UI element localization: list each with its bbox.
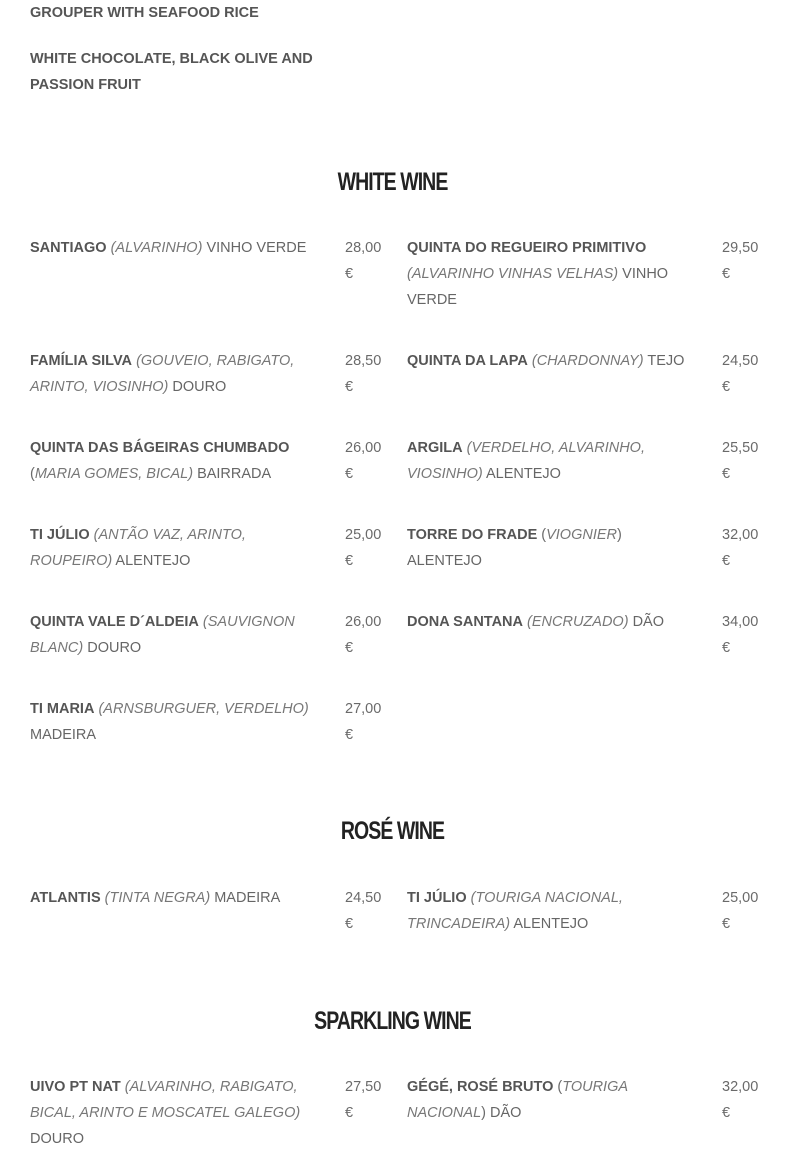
wine-name: TORRE DO FRADE [407,527,538,543]
price-value: 24,50 [722,353,759,369]
wine-grapes: (ANTÃO VAZ, ARINTO, ROUPEIRO) [30,527,246,569]
wine-region: VINHO VERDE [206,240,307,256]
wine-price [722,1074,770,1126]
wine-name: DONA SANTANA [407,614,523,630]
price-currency: € [345,379,354,395]
wine-price [722,235,770,287]
wine-price [722,885,770,937]
wine-item [30,522,320,574]
wine-grapes: (TINTA NEGRA) [104,890,211,906]
wine-item [407,348,697,374]
wine-name: UIVO PT NAT [30,1079,121,1095]
wine-price [345,609,393,661]
wine-item [407,609,697,635]
wine-grapes: (VERDELHO, ALVARINHO, VIOSINHO) [407,440,645,482]
price-value: 28,50 [345,353,382,369]
wine-price [722,609,770,661]
price-value: 26,00 [345,614,382,630]
wine-item [30,235,320,261]
price-currency: € [722,1105,731,1121]
wine-grapes: (ALVARINHO VINHAS VELHAS) [407,266,619,282]
section-title-sparkling-wine: SPARKLING WINE [314,1007,471,1035]
section-title-white-wine: WHITE WINE [337,168,448,196]
wine-name: SANTIAGO [30,240,107,256]
wine-grapes: (SAUVIGNON BLANC) [30,614,295,656]
wine-item [407,235,697,313]
wine-region: DOURO [87,640,142,656]
wine-name: QUINTA DA LAPA [407,353,528,369]
wine-region: DOURO [30,1131,84,1147]
price-currency: € [345,1105,354,1121]
price-value: 25,00 [722,890,759,906]
wine-price [722,522,770,574]
wine-region: DOURO [172,379,227,395]
wine-price [345,696,393,748]
wine-price [345,348,393,400]
wine-price [345,885,393,937]
wine-name: TI JÚLIO [407,890,467,906]
wine-price [345,435,393,487]
price-value: 24,50 [345,890,382,906]
wine-sep: ( [553,1079,563,1095]
price-value: 25,00 [345,527,382,543]
wine-grapes: (TOURIGA NACIONAL, TRINCADEIRA) [407,890,623,932]
price-currency: € [345,916,354,932]
wine-name: TI JÚLIO [30,527,90,543]
wine-grapes: MARIA GOMES, BICAL) [34,466,194,482]
wine-item [30,696,320,748]
price-currency: € [345,466,354,482]
wine-name: QUINTA DAS BÁGEIRAS CHUMBADO [30,440,290,456]
wine-region: DÃO [490,1105,522,1121]
wine-price [345,1074,393,1126]
wine-grapes: (GOUVEIO, RABIGATO, ARINTO, VIOSINHO) [30,353,295,395]
wine-grapes: (ARNSBURGUER, VERDELHO) [98,701,309,717]
wine-region: ALENTEJO [115,553,191,569]
section-title-rose-wine: ROSÉ WINE [340,817,445,845]
price-value: 27,50 [345,1079,382,1095]
wine-price [722,435,770,487]
wine-region: MADEIRA [214,890,281,906]
wine-name: QUINTA DO REGUEIRO PRIMITIVO [407,240,647,256]
price-currency: € [722,916,731,932]
dish-white-chocolate: WHITE CHOCOLATE, BLACK OLIVE AND PASSION FRUIT [30,51,313,93]
wine-region: MADEIRA [30,727,97,743]
price-value: 29,50 [722,240,759,256]
price-currency: € [345,266,354,282]
wine-price [722,348,770,400]
wine-sep: ) [481,1105,490,1121]
price-currency: € [722,640,731,656]
price-currency: € [345,640,354,656]
price-currency: € [345,553,354,569]
wine-region: TEJO [647,353,685,369]
wine-grapes: (ENCRUZADO) [527,614,629,630]
wine-region: DÃO [632,614,664,630]
wine-region: ALENTEJO [513,916,589,932]
wine-item [407,885,697,937]
price-currency: € [722,379,731,395]
wine-sep: ) [617,527,622,543]
wine-region: ALENTEJO [407,553,482,569]
wine-grapes: TOURIGA NACIONAL [407,1079,628,1121]
wine-sep: ( [30,466,35,482]
wine-name: ARGILA [407,440,463,456]
price-value: 34,00 [722,614,759,630]
wine-region: BAIRRADA [197,466,272,482]
price-value: 26,00 [345,440,382,456]
wine-item [30,885,320,911]
price-value: 28,00 [345,240,382,256]
wine-item [30,348,320,400]
wine-name: FAMÍLIA SILVA [30,353,133,369]
wine-grapes: (ALVARINHO) [110,240,203,256]
wine-item [407,522,697,574]
wine-item [30,435,320,487]
wine-region: VINHO VERDE [407,266,669,308]
wine-name: QUINTA VALE D´ALDEIA [30,614,199,630]
price-currency: € [345,727,354,743]
price-value: 27,00 [345,701,382,717]
wine-name: TI MARIA [30,701,95,717]
price-currency: € [722,266,731,282]
wine-grapes: (CHARDONNAY) [531,353,644,369]
wine-region: ALENTEJO [485,466,561,482]
price-value: 25,50 [722,440,759,456]
price-currency: € [722,466,731,482]
price-currency: € [722,553,731,569]
price-value: 32,00 [722,527,759,543]
wine-item [407,435,697,487]
wine-grapes: VIOGNIER [546,527,618,543]
wine-price [345,235,393,287]
price-value: 32,00 [722,1079,759,1095]
wine-item [30,1074,320,1152]
wine-item [30,609,320,661]
wine-name: GÉGÉ, ROSÉ BRUTO [407,1079,554,1095]
wine-item [407,1074,697,1126]
wine-sep: ( [537,527,547,543]
wine-name: ATLANTIS [30,890,101,906]
dish-grouper: GROUPER WITH SEAFOOD RICE [30,5,259,21]
wine-price [345,522,393,574]
wine-grapes: (ALVARINHO, RABIGATO, BICAL, ARINTO E MOSCATEL GALEGO) [30,1079,301,1121]
